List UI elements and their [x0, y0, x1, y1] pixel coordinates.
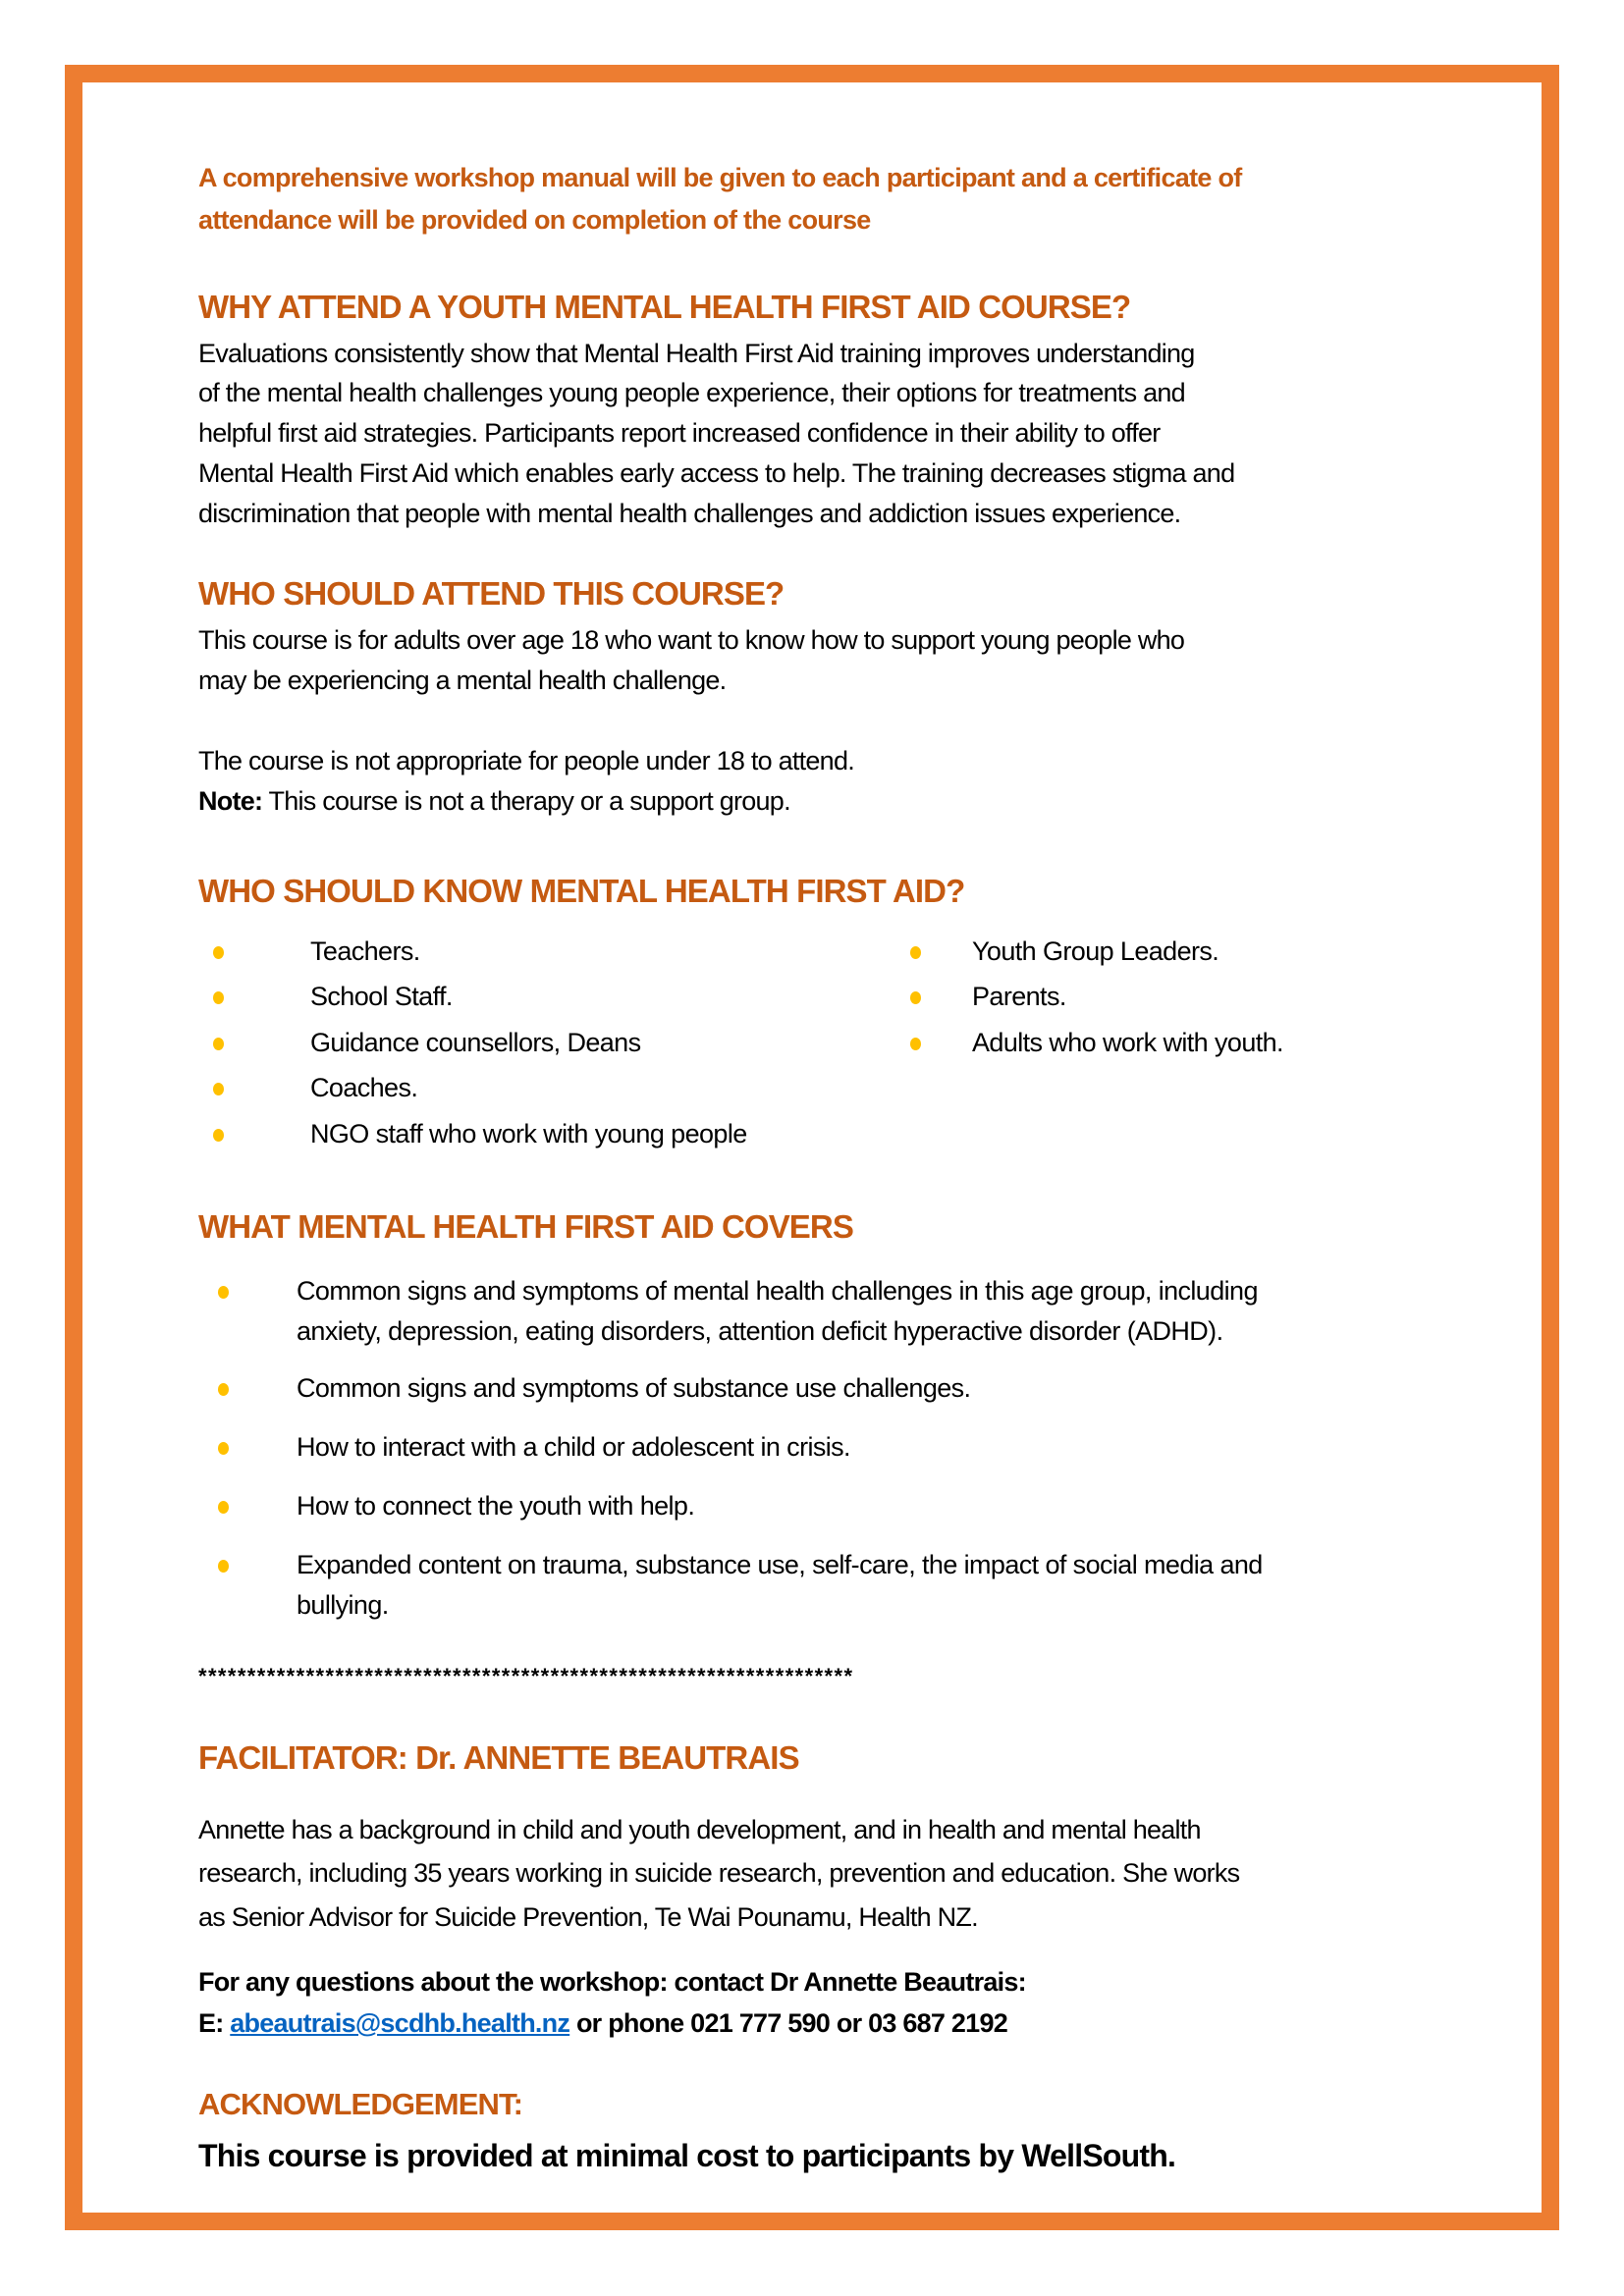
why-attend-line-5: discrimination that people with mental health challenges and addiction issues experience. — [198, 499, 1181, 528]
list-item: How to interact with a child or adolescent in crisis. — [297, 1432, 850, 1462]
who-attend-line-2: may be experiencing a mental health challenge. — [198, 666, 727, 695]
who-attend-heading: WHO SHOULD ATTEND THIS COURSE? — [198, 575, 785, 612]
acknowledgement-text: This course is provided at minimal cost to participants by WellSouth. — [198, 2138, 1176, 2173]
facilitator-bio-line-1: Annette has a background in child and youth development, and in health and mental health — [198, 1815, 1201, 1844]
who-know-heading: WHO SHOULD KNOW MENTAL HEALTH FIRST AID? — [198, 873, 965, 909]
list-item: Common signs and symptoms of substance use challenges. — [297, 1373, 971, 1403]
bullet-icon — [218, 1560, 229, 1573]
bullet-icon — [213, 991, 224, 1004]
list-item: Coaches. — [310, 1073, 418, 1102]
contact-line: For any questions about the workshop: contact Dr Annette Beautrais: — [198, 1967, 1026, 1997]
facilitator-heading: FACILITATOR: Dr. ANNETTE BEAUTRAIS — [198, 1739, 799, 1776]
bullet-icon — [910, 1038, 921, 1050]
note-text — [198, 781, 790, 822]
bullet-icon — [218, 1501, 229, 1514]
list-item: Guidance counsellors, Deans — [310, 1028, 641, 1057]
why-attend-line-2: of the mental health challenges young people experience, their options for treatments and — [198, 378, 1185, 407]
bullet-icon — [213, 946, 224, 959]
list-item: Adults who work with youth. — [972, 1028, 1283, 1057]
bullet-icon — [910, 946, 921, 959]
contact-details — [198, 2003, 1007, 2044]
list-item: How to connect the youth with help. — [297, 1491, 695, 1521]
note-body: This course is not a therapy or a support group. — [262, 786, 790, 816]
list-item: School Staff. — [310, 982, 453, 1011]
bullet-icon — [218, 1286, 229, 1299]
bullet-icon — [910, 991, 921, 1004]
phone-numbers: or phone 021 777 590 or 03 687 2192 — [569, 2008, 1007, 2038]
note-label: Note: — [198, 786, 263, 816]
bullet-icon — [213, 1129, 224, 1142]
email-link[interactable]: abeautrais@scdhb.health.nz — [230, 2008, 570, 2038]
covers-heading: WHAT MENTAL HEALTH FIRST AID COVERS — [198, 1208, 853, 1245]
facilitator-bio-line-3: as Senior Advisor for Suicide Prevention, Te Wai Pounamu, Health NZ. — [198, 1902, 978, 1932]
email-label: E: — [198, 2008, 231, 2038]
asterisk-separator: ******************************************************************* — [198, 1664, 854, 1688]
list-item: NGO staff who work with young people — [310, 1119, 747, 1148]
acknowledgement-heading: ACKNOWLEDGEMENT: — [198, 2087, 523, 2121]
why-attend-line-1: Evaluations consistently show that Mental Health First Aid training improves understanding — [198, 339, 1195, 368]
list-item: Parents. — [972, 982, 1066, 1011]
why-attend-heading: WHY ATTEND A YOUTH MENTAL HEALTH FIRST AID COURSE? — [198, 289, 1131, 325]
why-attend-line-4: Mental Health First Aid which enables early access to help. The training decreases stigma and — [198, 458, 1235, 488]
list-item: Teachers. — [310, 936, 420, 966]
bullet-icon — [213, 1038, 224, 1050]
not-appropriate-text: The course is not appropriate for people under 18 to attend. — [198, 746, 854, 775]
intro-line-2: attendance will be provided on completion of the course — [198, 205, 871, 235]
list-item-continuation: bullying. — [297, 1590, 389, 1620]
facilitator-bio-line-2: research, including 35 years working in suicide research, prevention and education. She works — [198, 1858, 1240, 1888]
list-item: Expanded content on trauma, substance use, self-care, the impact of social media and — [297, 1550, 1263, 1579]
bullet-icon — [218, 1383, 229, 1396]
why-attend-line-3: helpful first aid strategies. Participants report increased confidence in their ability to offer — [198, 418, 1161, 448]
list-item-continuation: anxiety, depression, eating disorders, attention deficit hyperactive disorder (ADHD). — [297, 1316, 1223, 1346]
who-attend-line-1: This course is for adults over age 18 who want to know how to support young people who — [198, 625, 1185, 655]
bullet-icon — [213, 1083, 224, 1095]
intro-line-1: A comprehensive workshop manual will be given to each participant and a certificate of — [198, 163, 1242, 192]
list-item: Common signs and symptoms of mental health challenges in this age group, including — [297, 1276, 1258, 1306]
list-item: Youth Group Leaders. — [972, 936, 1219, 966]
bullet-icon — [218, 1442, 229, 1455]
